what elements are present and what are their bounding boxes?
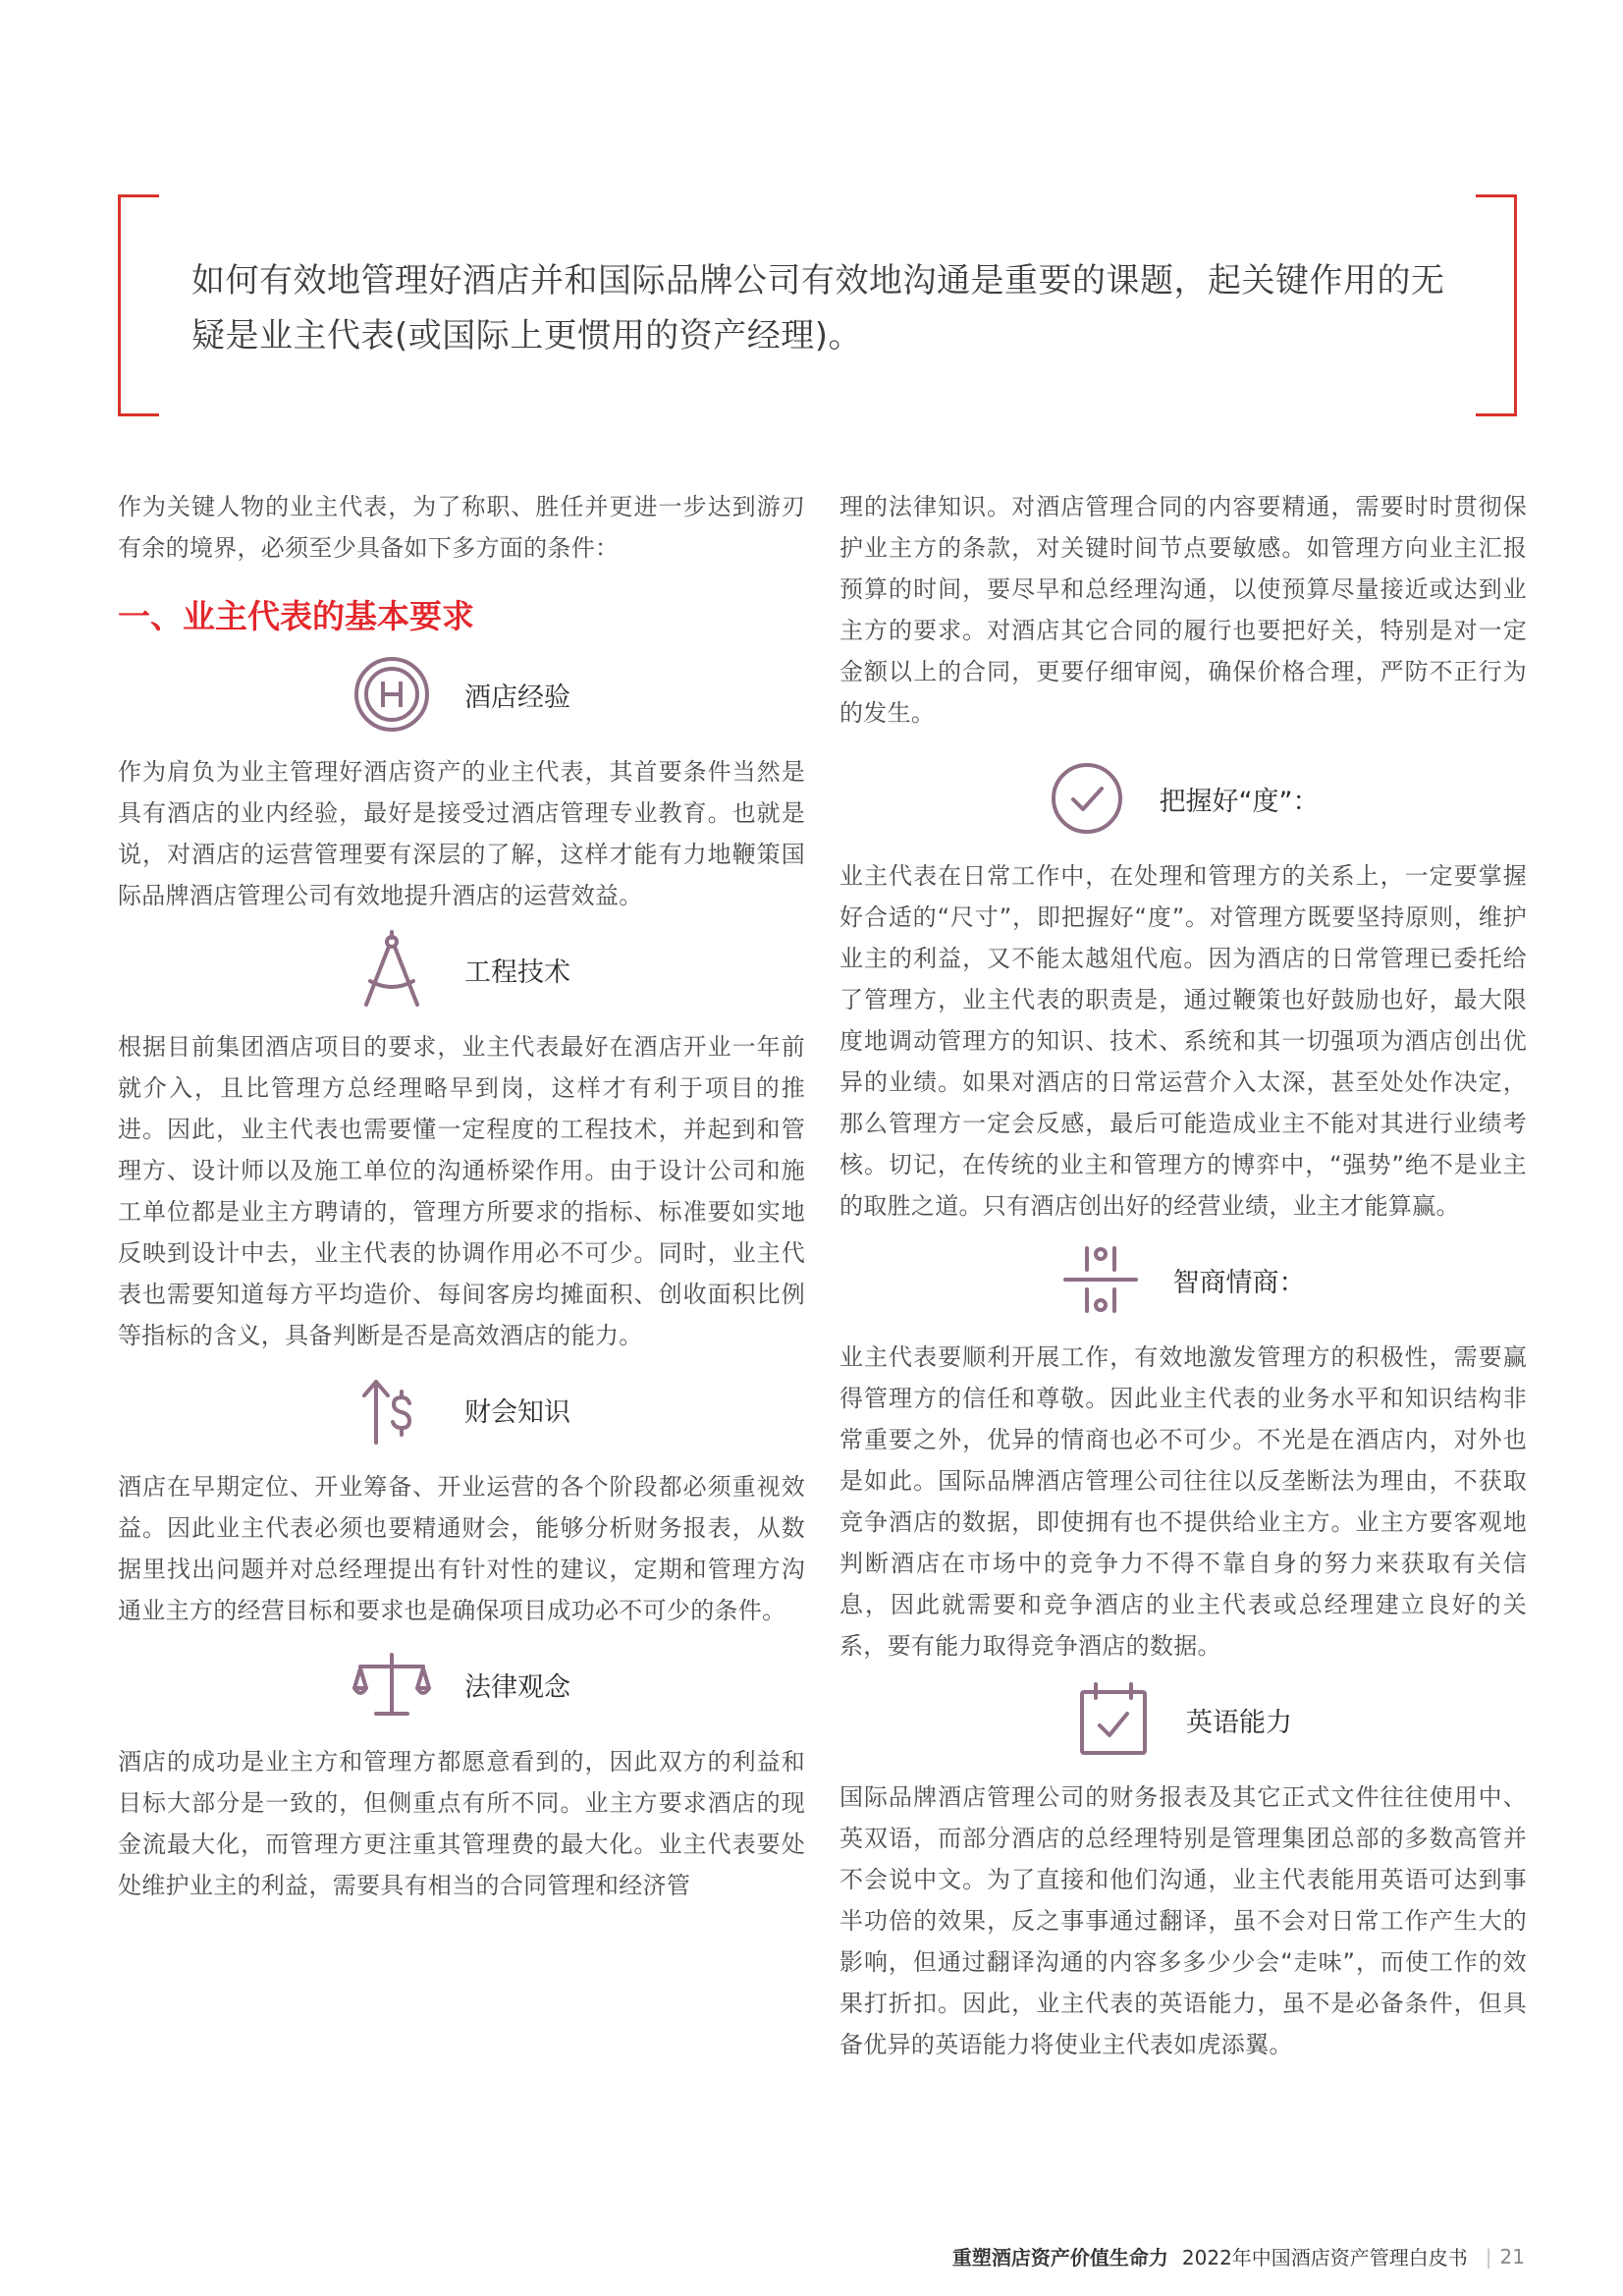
heading-engineering [118, 922, 805, 1016]
paragraph-english: 国际品牌酒店管理公司的财务报表及其它正式文件往往使用中、英双语，而部分酒店的总经理特别是管理集团总部的多数高管并不会说中文。为了直接和他们沟通，业主代表能用英语可达到事半功倍的效果，反之事事通过翻译，虽不会对日常工作产生大的影响，但通过翻译沟通的内容多多少少会“走味”，而使工作的效果打折扣。因此，业主代表的英语能力，虽不是必备条件，但具备优异的英语能力将使业主代表如虎添翼。 [839, 1783, 1527, 2058]
section-title: 一、业主代表的基本要求 [118, 597, 474, 635]
paragraph-finance: 酒店在早期定位、开业筹备、开业运营的各个阶段都必须重视效益。因此业主代表必须也要精通财会，能够分析财务报表，从数据里找出问题并对总经理提出有针对性的建议，定期和管理方沟通业主方的经营目标和要求也是确保项目成功必不可少的条件。 [118, 1473, 805, 1624]
footer-tagline: 重塑酒店资产价值生命力 [951, 2246, 1168, 2269]
paragraph-law: 酒店的成功是业主方和管理方都愿意看到的，因此双方的利益和目标大部分是一致的，但侧重点有所不同。业主方要求酒店的现金流最大化，而管理方更注重其管理费的最大化。业主代表要处处维护业主的利益，需要具有相当的合同管理和经济管 [118, 1748, 805, 1899]
paragraph-hotel-experience: 作为肩负为业主管理好酒店资产的业主代表，其首要条件当然是具有酒店的业内经验，最好是接受过酒店管理专业教育。也就是说，对酒店的运营管理要有深层的了解，这样才能有力地鞭策国际品牌酒店管理公司有效地提升酒店的运营效益。 [118, 758, 805, 909]
intro-paragraph: 作为关键人物的业主代表，为了称职、胜任并更进一步达到游刃有余的境界，必须至少具备如下多方面的条件： [118, 493, 805, 562]
heading-label: 法律观念 [464, 1671, 570, 1703]
right-bracket [1476, 194, 1517, 416]
scales-icon [352, 1645, 431, 1723]
heading-law [118, 1637, 805, 1731]
heading-label: 工程技术 [464, 957, 570, 988]
heading-label: 财会知识 [464, 1396, 570, 1428]
page-number: 21 [1499, 2244, 1525, 2269]
page-footer [952, 2242, 1525, 2270]
finance-arrow-dollar-icon [352, 1370, 431, 1449]
heading-label: 英语能力 [1186, 1707, 1292, 1738]
check-circle-icon [1048, 759, 1126, 838]
footer-report-title: 2022年中国酒店资产管理白皮书 [1181, 2246, 1468, 2269]
paragraph-iq-eq: 业主代表要顺利开展工作，有效地激发管理方的积极性，需要赢得管理方的信任和尊敬。因此业主代表的业务水平和知识结构非常重要之外，优异的情商也必不可少。不光是在酒店内，对外也是如此。国际品牌酒店管理公司往往以反垄断法为理由，不获取竞争酒店的数据，即使拥有也不提供给业主方。业主方要客观地判断酒店在市场中的竞争力不得不靠自身的努力来获取有关信息，因此就需要和竞争酒店的业主代表或总经理建立良好的关系，要有能力取得竞争酒店的数据。 [839, 1343, 1527, 1660]
intro-quote-box [118, 194, 1517, 416]
right-column [839, 486, 1527, 2065]
compass-icon [352, 930, 431, 1009]
heading-balance [839, 751, 1527, 846]
left-bracket [118, 194, 159, 416]
left-column [118, 486, 805, 1906]
dots-bars-icon [1061, 1240, 1140, 1319]
heading-label: 智商情商： [1172, 1267, 1306, 1298]
paragraph-engineering: 根据目前集团酒店项目的要求，业主代表最好在酒店开业一年前就介入，且比管理方总经理略早到岗，这样才有利于项目的推进。因此，业主代表也需要懂一定程度的工程技术，并起到和管理方、设计师以及施工单位的沟通桥梁作用。由于设计公司和施工单位都是业主方聘请的，管理方所要求的指标、标准要如实地反映到设计中去，业主代表的协调作用必不可少。同时，业主代表也需要知道每方平均造价、每间客房均摊面积、创收面积比例等指标的含义，具备判断是否是高效酒店的能力。 [118, 1033, 805, 1349]
paragraph-balance: 业主代表在日常工作中，在处理和管理方的关系上，一定要掌握好合适的“尺寸”，即把握好“度”。对管理方既要坚持原则，维护业主的利益，又不能太越俎代庖。因为酒店的日常管理已委托给了管理方，业主代表的职责是，通过鞭策也好鼓励也好，最大限度地调动管理方的知识、技术、系统和其一切强项为酒店创出优异的业绩。如果对酒店的日常运营介入太深，甚至处处作决定，那么管理方一定会反感，最后可能造成业主不能对其进行业绩考核。切记，在传统的业主和管理方的博弈中，“强势”绝不是业主的取胜之道。只有酒店创出好的经营业绩，业主才能算赢。 [839, 862, 1527, 1220]
intro-quote-text: 如何有效地管理好酒店并和国际品牌公司有效地沟通是重要的课题，起关键作用的无疑是业主代表(或国际上更惯用的资产经理)。 [191, 261, 1445, 355]
heading-finance [118, 1362, 805, 1456]
calendar-check-icon [1074, 1680, 1153, 1759]
hotel-h-icon [352, 655, 431, 734]
heading-label: 把握好“度”： [1159, 786, 1320, 817]
heading-label: 酒店经验 [464, 682, 570, 713]
heading-english [839, 1672, 1527, 1767]
footer-separator: | [1485, 2244, 1492, 2269]
heading-iq-eq [839, 1232, 1527, 1327]
paragraph-law-continued: 理的法律知识。对酒店管理合同的内容要精通，需要时时贯彻保护业主方的条款，对关键时间节点要敏感。如管理方向业主汇报预算的时间，要尽早和总经理沟通，以使预算尽量接近或达到业主方的要求。对酒店其它合同的履行也要把好关，特别是对一定金额以上的合同，更要仔细审阅，确保价格合理，严防不正行为的发生。 [839, 493, 1527, 727]
heading-hotel-experience [118, 647, 805, 741]
